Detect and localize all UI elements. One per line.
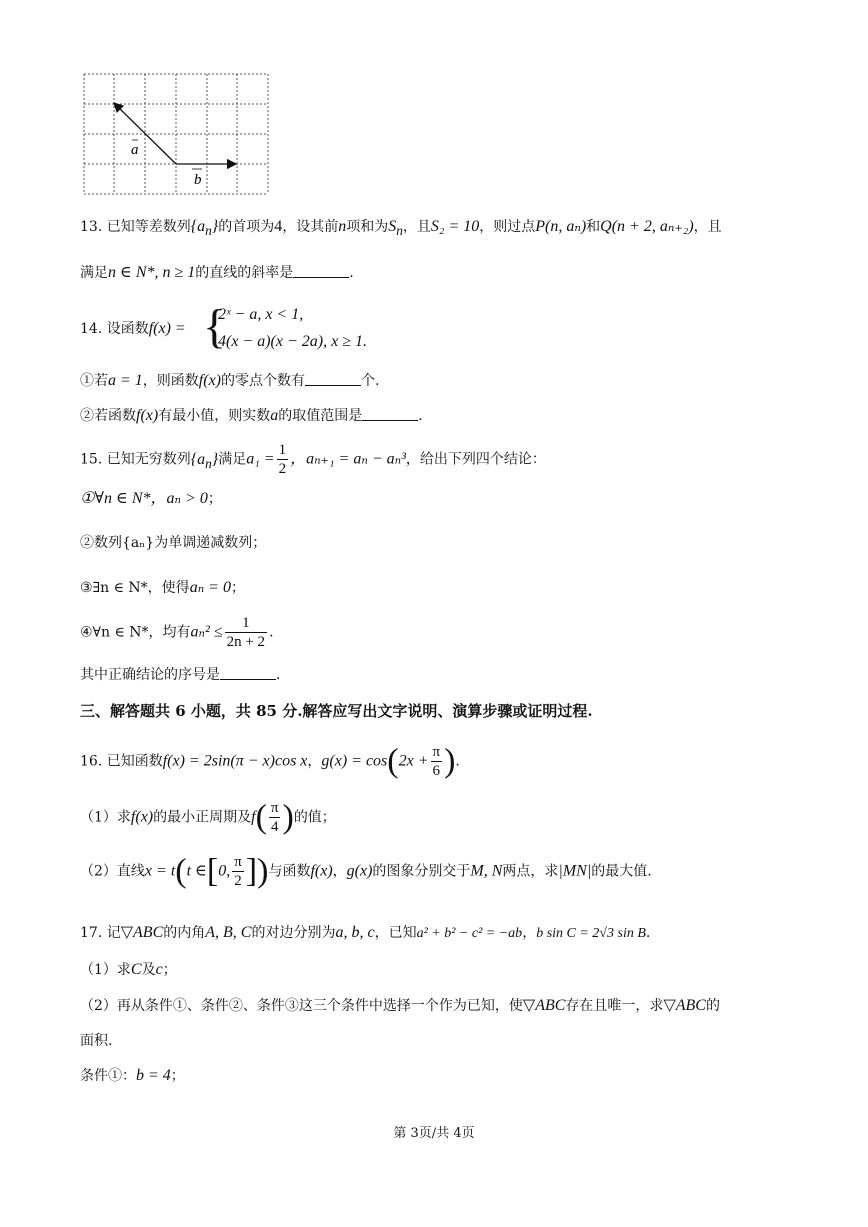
answer-blank[interactable] — [220, 665, 276, 680]
question-17-part-2-cont: 面积. — [80, 1033, 113, 1049]
piecewise-brace: { — [203, 300, 227, 353]
question-16-part-2: （2）直线x = t(t ∈[0, $\frac{\pi}{2}$ ])与函数f(x)，g(x)的图象分别交于M, N两点，求|MN|的最大值. — [80, 852, 652, 890]
label-b: b — [194, 172, 202, 188]
question-15-stem: 15. 已知无穷数列$\{a_n\}$满足a₁ = $\frac{1}{2}$ ，aₙ₊₁ = aₙ − aₙ³，给出下列四个结论： — [80, 442, 546, 477]
section-3-heading: 三、解答题共 6 小题，共 85 分.解答应写出文字说明、演算步骤或证明过程. — [80, 702, 593, 720]
question-16-stem: 16. 已知函数f(x) = 2sin(π − x)cos x，g(x) = cos(2x + $\frac{\pi}{6}$ ). — [80, 742, 460, 780]
question-14-stem: 14. 设函数f(x) = — [80, 320, 186, 337]
question-14-part-2: ②若函数f(x)有最小值，则实数a的取值范围是 . — [80, 407, 423, 424]
answer-blank[interactable] — [362, 406, 418, 421]
question-17-condition-1: 条件①：b = 4； — [80, 1067, 185, 1084]
question-17-part-1: （1）求C及c； — [80, 961, 177, 978]
vector-grid-figure — [82, 72, 272, 198]
question-14-part-1: ①若a = 1，则函数f(x)的零点个数有 个. — [80, 372, 380, 389]
question-13-line-2: 满足n ∈ N*, n ≥ 1的直线的斜率是 . — [80, 264, 354, 281]
question-13-line-1: 13. 已知等差数列$\{a_n\}$的首项为4，设其前n项和为$S_n$，且S₂ = 10，则过点P(n, aₙ)和Q(n + 2, aₙ₊₂)，且 — [80, 218, 722, 239]
answer-blank[interactable] — [305, 371, 361, 386]
piecewise-case-1: 2ˣ − a, x < 1, — [218, 306, 304, 323]
question-15-conclusion-4: ④∀n ∈ N*，均有aₙ² ≤ $\frac{1}{2n + 2}$ . — [80, 615, 274, 650]
question-15-ask: 其中正确结论的序号是 . — [80, 667, 281, 683]
question-15-conclusion-2: ②数列{aₙ}为单调递减数列； — [80, 535, 267, 551]
page-footer: 第 3页/共 4页 — [393, 1126, 475, 1141]
question-17-part-2: （2）再从条件①、条件②、条件③这三个条件中选择一个作为已知，使▽ABC存在且唯一，求▽ABC的 — [80, 997, 720, 1014]
question-17-stem: 17. 记▽ABC的内角A, B, C的对边分别为a, b, c，已知a² + b² − c² = −ab，b sin C = 2√3 sin B. — [80, 924, 651, 941]
answer-blank[interactable] — [293, 263, 349, 278]
question-15-conclusion-3: ③∃n ∈ N*，使得aₙ = 0； — [80, 579, 245, 596]
question-15-conclusion-1: ①∀n ∈ N*，aₙ > 0； — [80, 490, 222, 507]
label-a: a — [131, 142, 139, 158]
piecewise-case-2: 4(x − a)(x − 2a), x ≥ 1. — [218, 333, 367, 350]
question-16-part-1: （1）求f(x)的最小正周期及f( $\frac{\pi}{4}$ )的值； — [80, 798, 336, 836]
